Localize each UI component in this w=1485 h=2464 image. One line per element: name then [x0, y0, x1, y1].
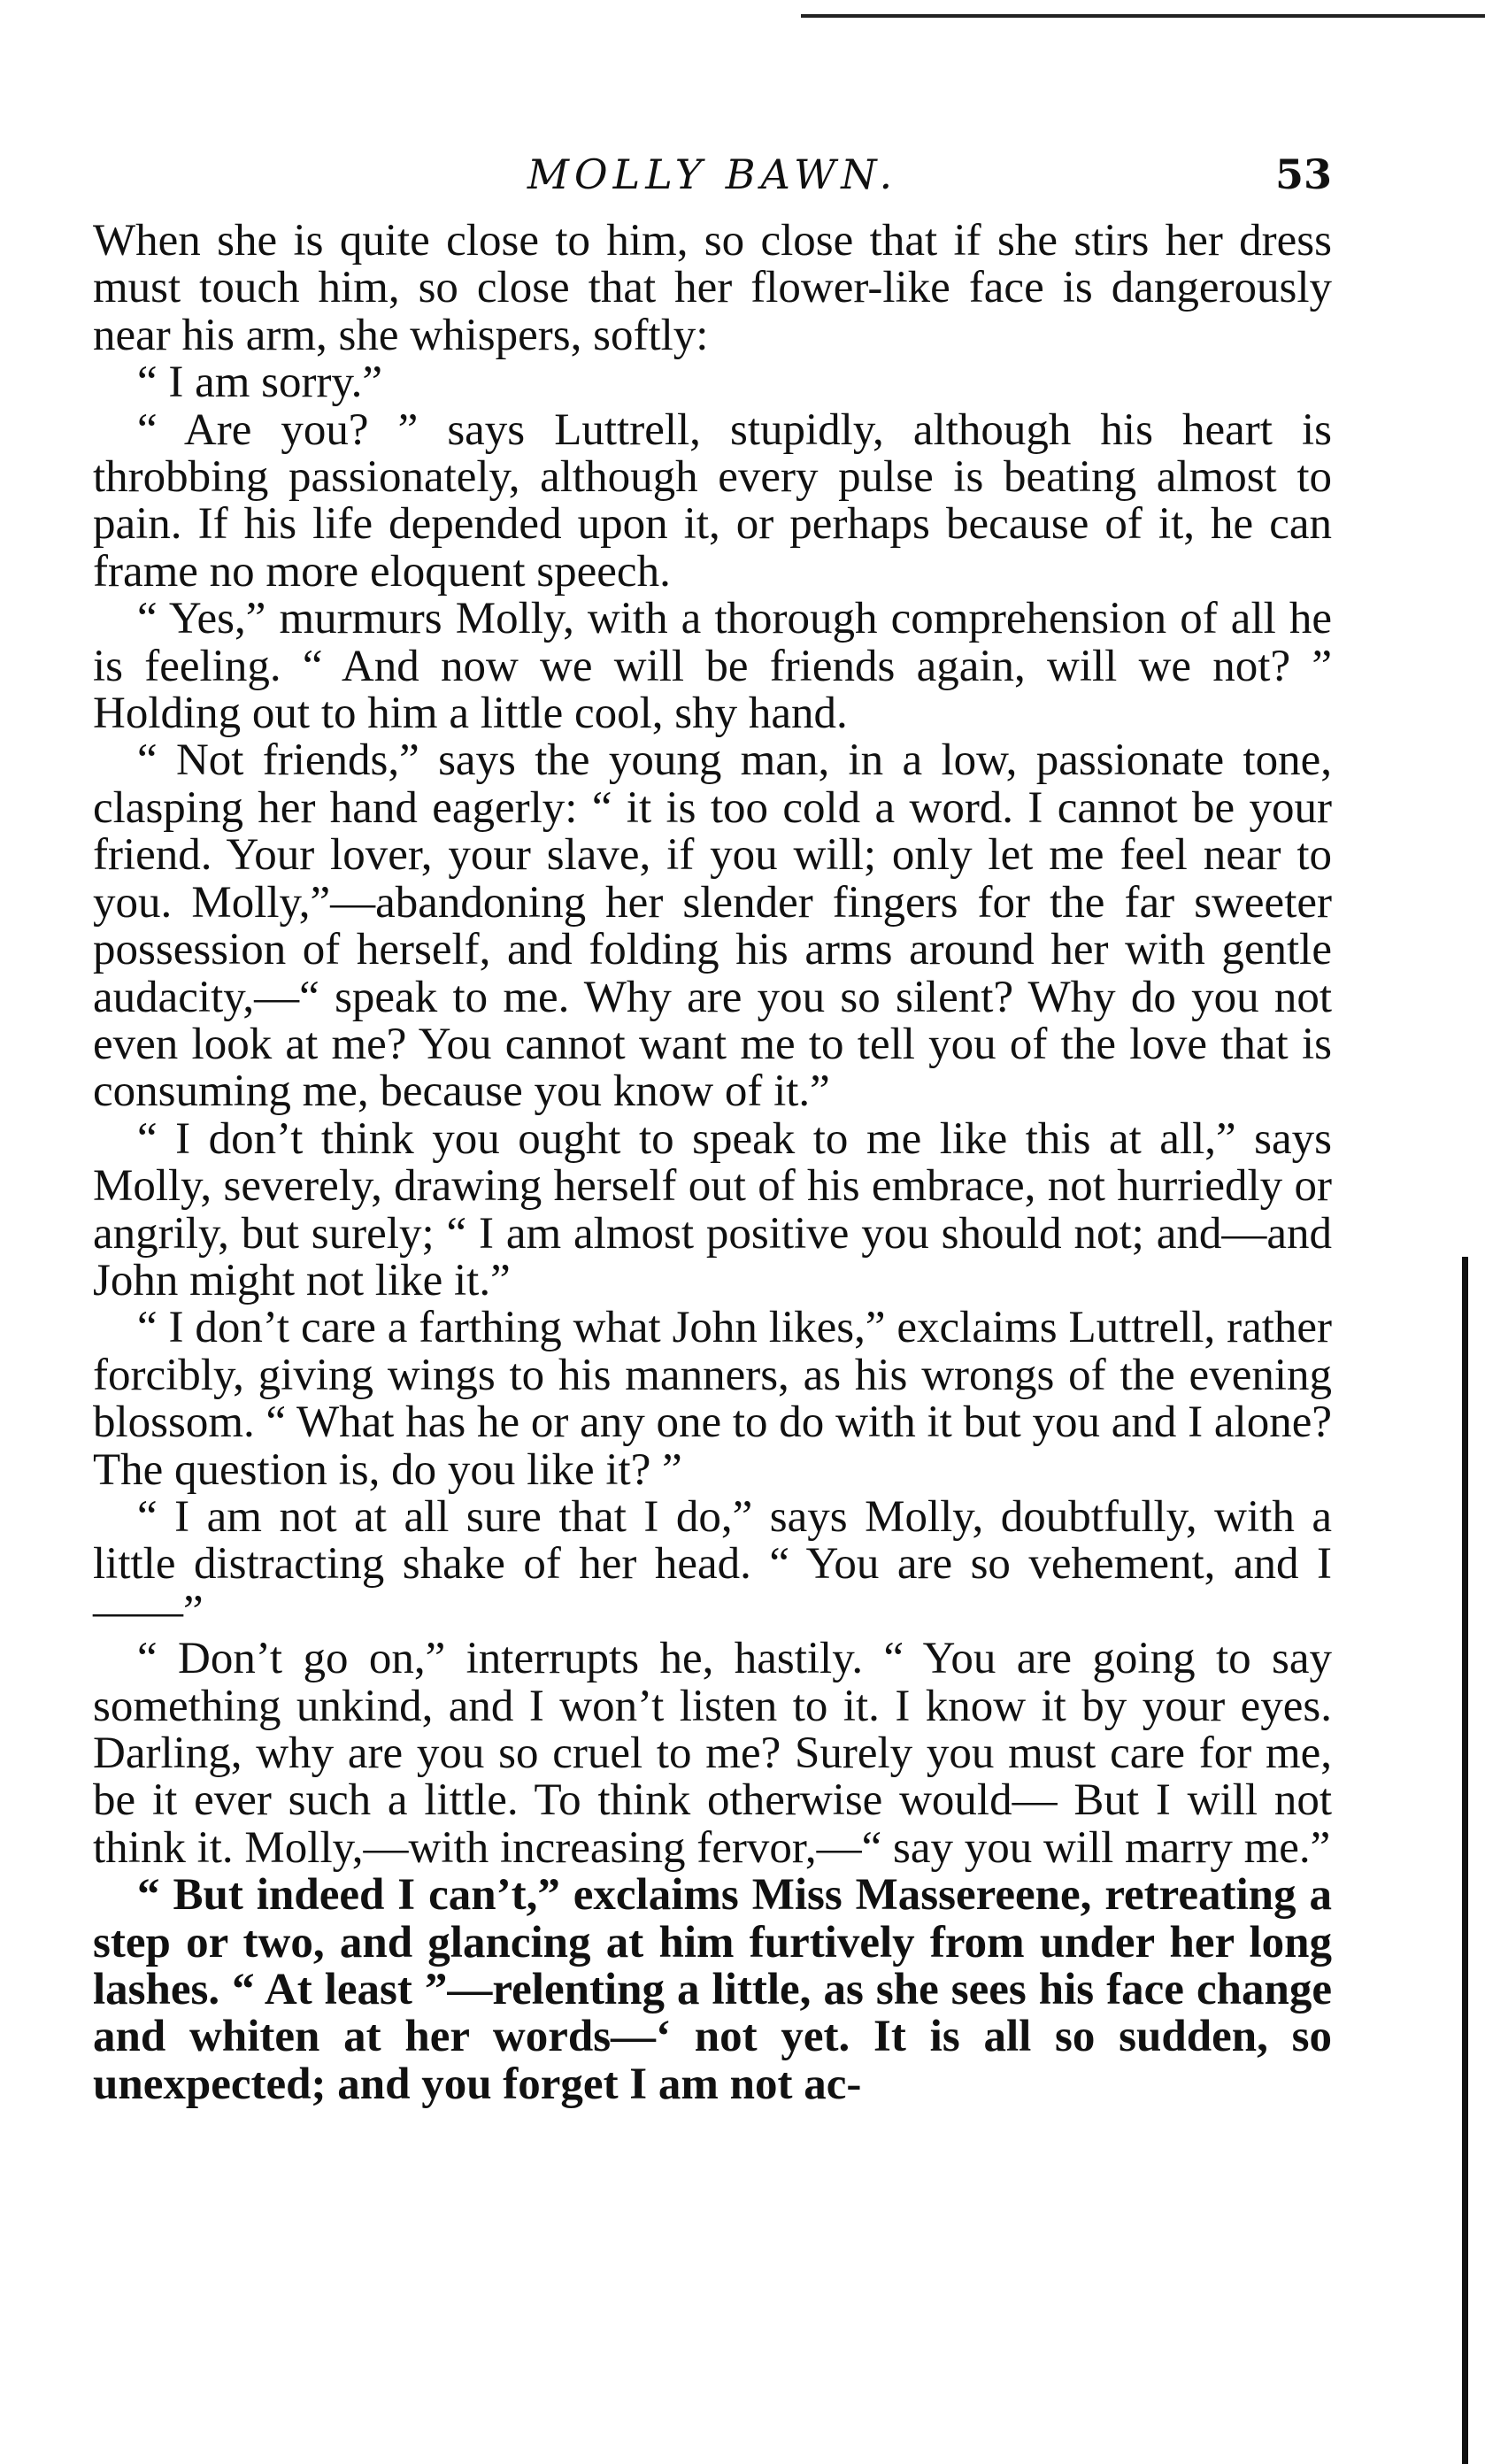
running-head	[93, 150, 1332, 212]
paragraph: “ I don’t think you ought to speak to me like this at all,” says Molly, severely, drawing herself out of his embrace, not hurriedly or angrily, but surely; “ I am almost positive you should not; and—and John might not like it.”	[93, 1113, 1332, 1305]
page-number: 53	[1274, 150, 1332, 198]
running-title: MOLLY BAWN.	[527, 150, 898, 198]
paragraph: “ I am not at all sure that I do,” says Molly, doubtfully, with a little distracting shake of her head. “ You are so vehement, and I——”	[93, 1491, 1332, 1636]
paragraph: “ I am sorry.”	[137, 358, 383, 408]
page-edge-rule	[1462, 1257, 1468, 2464]
paragraph: “ I don’t care a farthing what John likes,” exclaims Luttrell, rather forcibly, giving wings to his manners, as his wrongs of the evening blossom. “ What has he or any one to do with it but you and I alone? The question is, do you like it? ”	[93, 1303, 1332, 1495]
paragraph: “ Yes,” murmurs Molly, with a thorough comprehension of all he is feeling. “ And now we will be friends again, will we not? ” Holding out to him a little cool, shy hand.	[93, 594, 1332, 739]
paragraph: “ Not friends,” says the young man, in a low, passionate tone, clasping her hand eagerly: “ it is too cold a word. I cannot be your friend. Your lover, your slave, if you will; only let me feel near to you. Molly,”—abandoning her slender fingers for the far sweeter possession of herself, and folding his arms around her with gentle audacity,—“ speak to me. Why are you so silent? Why do you not even look at me? You cannot want me to tell you of the love that is consuming me, because you know of it.”	[93, 735, 1332, 1117]
paragraph: When she is quite close to him, so close that if she stirs her dress must touch him, so close that her flower-like face is dangerously near his arm, she whispers, softly:	[93, 216, 1332, 360]
paragraph: “ Are you? ” says Luttrell, stupidly, although his heart is throbbing passionately, although every pulse is beating almost to pain. If his life depended upon it, or perhaps because of it, he can frame no more eloquent speech.	[93, 404, 1332, 597]
top-rule	[801, 14, 1485, 18]
paragraph: “ Don’t go on,” interrupts he, hastily. “ You are going to say something unkind, and I won’t listen to it. I know it by your eyes. Darling, why are you so cruel to me? Surely you must care for me, be it ever such a little. To think otherwise would— But I will not think it. Molly,—with increasing fervor,—“ say you will marry me.”	[93, 1634, 1332, 1873]
book-page	[93, 150, 1332, 2108]
body-text	[93, 218, 1332, 2108]
paragraph: “ But indeed I can’t,” exclaims Miss Massereene, retreating a step or two, and glancing at him furtively from under her long lashes. “ At least ”—relenting a little, as she sees his face change and whiten at her words—‘ not yet. It is all so sudden, so unexpected; and you forget I am not ac-	[93, 1870, 1332, 2109]
